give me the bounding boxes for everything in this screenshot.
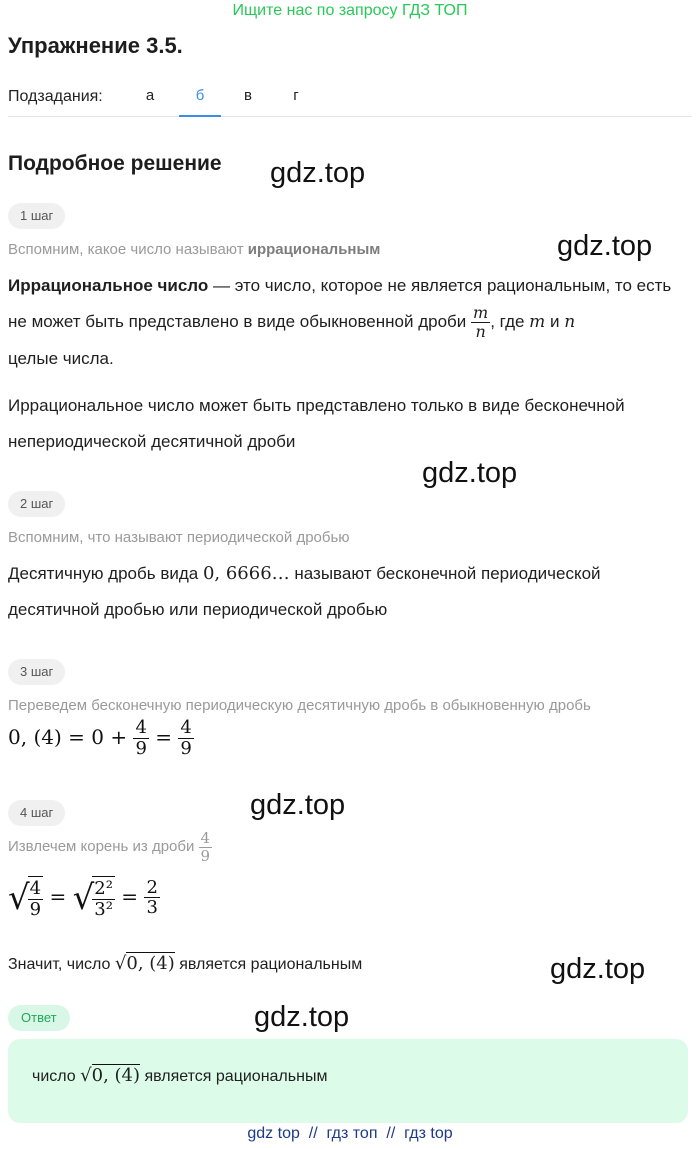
- subtask-tab-a[interactable]: а: [145, 87, 155, 104]
- subtasks-bar: [8, 84, 692, 117]
- step-badge: 4 шаг: [8, 800, 65, 826]
- page-title: Упражнение 3.5.: [8, 33, 183, 58]
- watermark: gdz.top: [270, 157, 366, 189]
- step-badge: 1 шаг: [8, 203, 65, 229]
- subtasks-label: Подзадания:: [8, 88, 103, 105]
- subtask-tab-b[interactable]: б: [179, 84, 221, 117]
- watermark: gdz.top: [422, 457, 518, 489]
- solution-heading: Подробное решение: [8, 152, 222, 175]
- answer-text: число √0, (4) является рациональным: [32, 1065, 328, 1086]
- step-badge: 2 шаг: [8, 491, 65, 517]
- step-paragraph: Иррациональное число может быть представлено только в виде бесконечной непериодической десятичной дроби: [8, 396, 625, 451]
- answer-box: [8, 1039, 688, 1123]
- watermark: gdz.top: [550, 953, 646, 985]
- footer-links: gdz top // гдз топ // гдз top: [247, 1125, 453, 1142]
- watermark: gdz.top: [557, 230, 653, 262]
- step-note: Вспомним, что называют периодической дробью: [8, 529, 350, 546]
- step-paragraph: Иррациональное число — это число, которое не является рациональным, то есть не может быть представлено в виде обыкновенной дроби $\frac{m}{n}$ , где m и n целые числа.: [8, 276, 672, 368]
- conclusion: Значит, число √0, (4) является рациональным: [8, 953, 363, 974]
- watermark: gdz.top: [250, 789, 346, 821]
- formula: √ $\frac{4}{9}$ = √ $\frac{\text{2²}}{\text{3²}}$ = $\frac{2}{3}$: [8, 876, 158, 920]
- answer-badge: Ответ: [8, 1005, 70, 1031]
- search-banner: Ищите нас по запросу ГДЗ ТОП: [232, 2, 468, 19]
- watermark: gdz.top: [254, 1001, 350, 1033]
- step-note: Извлечем корень из дроби $\frac{4}{9}$: [8, 829, 211, 865]
- formula: 0, (4) = 0 + $\frac{4}{9}$ = $\frac{4}{9}$: [8, 717, 192, 759]
- step-note: Переведем бесконечную периодическую десятичную дробь в обыкновенную дробь: [8, 697, 591, 714]
- step-paragraph: Десятичную дробь вида 0, 6666… называют бесконечной периодической десятичной дробью или периодической дробью: [8, 563, 601, 619]
- subtask-tab-g[interactable]: г: [293, 87, 299, 104]
- step-badge: 3 шаг: [8, 659, 65, 685]
- step-note: Вспомним, какое число называют иррациональным: [8, 241, 381, 258]
- subtask-tab-v[interactable]: в: [244, 87, 252, 104]
